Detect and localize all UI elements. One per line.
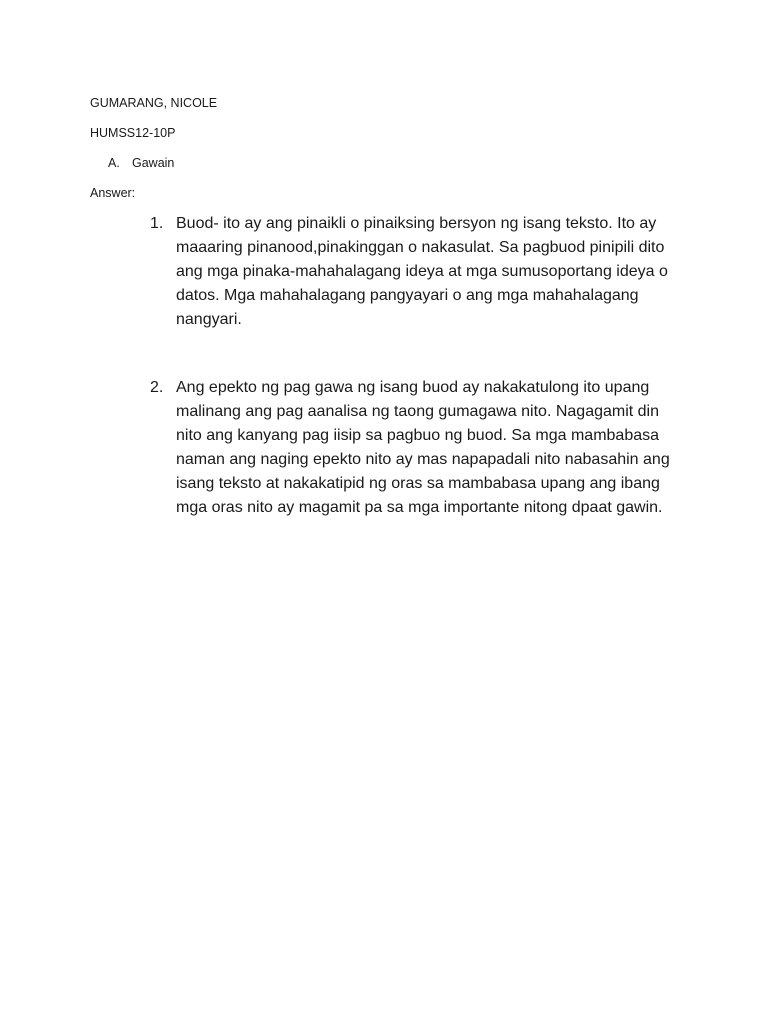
answer-label: Answer: (90, 186, 136, 200)
class-section: HUMSS12-10P (90, 126, 176, 140)
answer-number: 1. (150, 215, 164, 232)
student-name: GUMARANG, NICOLE (90, 96, 218, 110)
activity-marker: A. (108, 156, 120, 170)
answer-item-2 (150, 376, 680, 520)
answer-text: Ang epekto ng pag gawa ng isang buod ay nakakatulong ito upang malinang ang pag aanalisa ng taong gumagawa nito. Nagagamit din nito ang kanyang pag iisip sa pagbuo ng buod. Sa mga mambabasa naman ang naging epekto nito ay mas napapadali nito nabasahin ang isang teksto at nakakatipid ng oras sa mambabasa upang ang ibang mga oras nito ay magamit pa sa mga importante nitong dpaat gawin. (176, 379, 670, 516)
answer-number: 2. (150, 379, 164, 396)
activity-title: Gawain (132, 156, 175, 170)
answer-text: Buod- ito ay ang pinaikli o pinaiksing bersyon ng isang teksto. Ito ay maaaring pinanood,pinakinggan o nakasulat. Sa pagbuod pinipili dito ang mga pinaka-mahahalagang ideya at mga sumusoportang ideya o datos. Mga mahahalagang pangyayari o ang mga mahahalagang nangyari. (176, 215, 668, 328)
activity-heading (108, 155, 174, 171)
answer-item-1 (150, 212, 680, 332)
